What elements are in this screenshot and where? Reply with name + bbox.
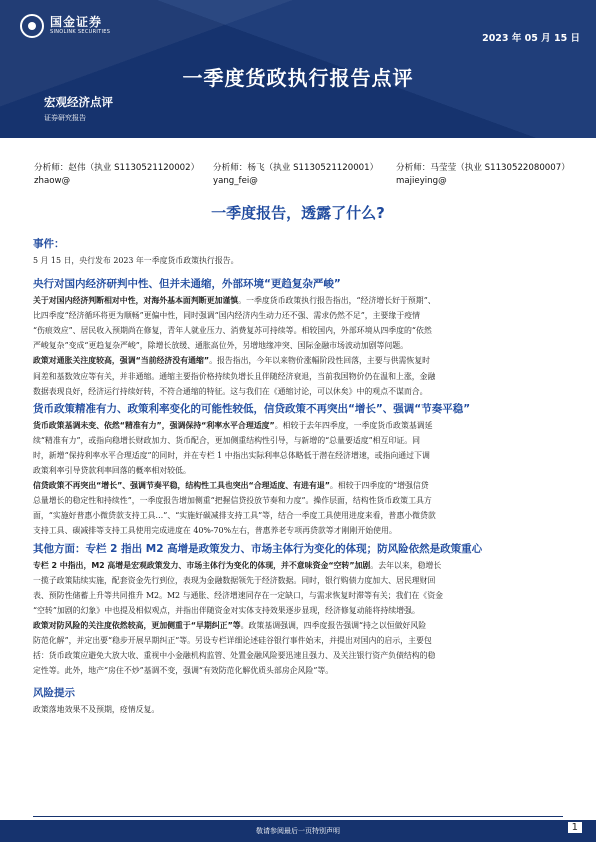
footer-divider [33, 816, 563, 817]
report-subcategory: 证券研究报告 [44, 114, 86, 122]
report-main-title: 一季度货政执行报告点评 [182, 66, 414, 90]
disclaimer-note: 敬请参阅最后一页特别声明 [256, 827, 340, 835]
report-headline: 一季度报告，透露了什么? [211, 204, 385, 222]
section1-heading: 央行对国内经济研判中性、但并未通缩，外部环境“更趋复杂严峻” [33, 278, 341, 291]
section1-paragraph1: 关于对国内经济判断相对中性，对海外基本面判断更加谨慎。一季度货币政策执行报告指出，“经济增长好于预期”、 比四季度“经济循环将更为顺畅”更偏中性，同时强调“国内经济内生动力还不强、需求仍然不足”，主要缘于疫情 “伤痕效应”、居民收入预期尚在修复，青年人就业压力、消费复苏可持续等。相较国内，外部环境从四季度的“依然 严峻复杂”变成“更趋复杂严峻”，除增长放缓、通胀高位外，另增地缘冲突、国际金融市场波动加剧等问题。 [33, 296, 436, 351]
analyst-3-email: majieying@ [396, 176, 447, 186]
event-text: 5 月 15 日，央行发布 2023 年一季度货币政策执行报告。 [33, 256, 239, 265]
section2-paragraph2: 信贷政策不再突出“增长”、强调节奏平稳，结构性工具也突出“合理适度、有进有退”。相较于四季度的“增强信贷 总量增长的稳定性和持续性”，一季度报告增加侧重“把握信贷投放节奏和力度”。操作层面，结构性货币政策工具方 面，“实施好普惠小微贷款支持工具…”、“实施好碳减排支持工具”等，结合一季度工具使用进度来看，普惠小微贷款 支持工具、碳减排等支持工具使用完成进度在 40%-70%左右，普惠养老专项再贷款等才刚刚开始使用。 [33, 481, 436, 536]
page-number: 1 [568, 822, 582, 833]
report-body [33, 234, 568, 717]
analyst-1-name: 分析师：赵伟（执业 S1130521120002） [34, 163, 200, 173]
report-category: 宏观经济点评 [44, 95, 113, 109]
company-logo [20, 14, 110, 38]
risk-text: 政策落地效果不及预期，疫情反复。 [33, 705, 160, 715]
analyst-2 [213, 162, 378, 188]
section3-heading: 其他方面：专栏 2 指出 M2 高增是政策发力、市场主体行为变化的体现；防风险依然是政策重心 [33, 542, 483, 555]
analyst-3 [396, 162, 570, 188]
section3-paragraph2: 政策对防风险的关注度依然较高，更加侧重于“早期纠正”等。政策基调强调，四季度报告强调“持之以恒做好风险 防范化解”，并定出要“稳步开展早期纠正”等。另设专栏详细论述硅谷银行事件始末，并提出对国内的启示，主要包 括：货币政策应避免大放大收、重视中小金融机构监管、处置金融风险要迅速且强力、及关注银行资产负债结构的稳 定性等。此外，地产“房住不炒”基调不变，强调“有效防范化解优质头部房企风险”等。 [33, 620, 436, 676]
section3-paragraph1: 专栏 2 中指出，M2 高增是宏观政策发力、市场主体行为变化的体现，并不意味资金“空转”加剧。去年以来，稳增长 一揽子政策陆续实施，配套资金先行到位，表现为金融数据领先于经济数据。同时，银行购债力度加大、居民理财回 表、预防性储蓄上升等共同推升 M2。M2 与通胀、经济增速同存在一定缺口，与需求恢复时滞等有关；我们在《资金 “空转”加剧的幻象》中也提及相似观点，并指出伴随资金对实体支持效果逐步显现，经济修复动能将持续增强。 [33, 560, 443, 615]
logo-name-cn: 国金证券 [50, 15, 103, 29]
report-header [0, 0, 596, 138]
analyst-3-name: 分析师：马莹莹（执业 S1130522080007） [396, 163, 570, 173]
analyst-1-email: zhaow@ [34, 176, 71, 186]
logo-emblem-icon [20, 14, 44, 38]
section2-paragraph1: 货币政策基调未变、依然“精准有力”，强调保持“利率水平合理适度”。相较于去年四季度，一季度货币政策基调延 续“精准有力”，或指向稳增长财政加力、货币配合，更加侧重结构性引导，与新增的“总量要适度”相互印证。同 时，新增“保持利率水平合理适度”的同时，并在专栏 1 中指出实际利率总体略低于潜在经济增速，或指向通过下调 政策利率引导贷款利率回落的概率相对较低。 [33, 420, 433, 476]
analyst-1 [34, 162, 199, 188]
report-date: 2023 年 05 月 15 日 [482, 33, 580, 44]
event-heading: 事件： [33, 238, 65, 250]
section1-paragraph2: 政策对通胀关注度较高，强调“当前经济没有通缩”。报告指出，今年以来物价涨幅阶段性回落，主要与供需恢复时 间差和基数效应等有关，并非通缩。通缩主要指价格持续负增长且伴随经济衰退，当前我国物价仍在温和上涨，金融 数据表现良好，经济运行持续好转，不符合通缩的特征。这与我们在《通缩讨论，可以休矣》中的观点不谋而合。 [33, 356, 436, 396]
risk-heading: 风险提示 [33, 687, 75, 700]
analyst-2-email: yang_fei@ [213, 176, 258, 186]
analyst-2-name: 分析师：杨飞（执业 S1130521120001） [213, 163, 379, 173]
section2-heading: 货币政策精准有力、政策利率变化的可能性较低，信贷政策不再突出“增长”、强调“节奏平稳” [33, 402, 471, 415]
logo-name-en: SINOLINK SECURITIES [50, 29, 111, 35]
